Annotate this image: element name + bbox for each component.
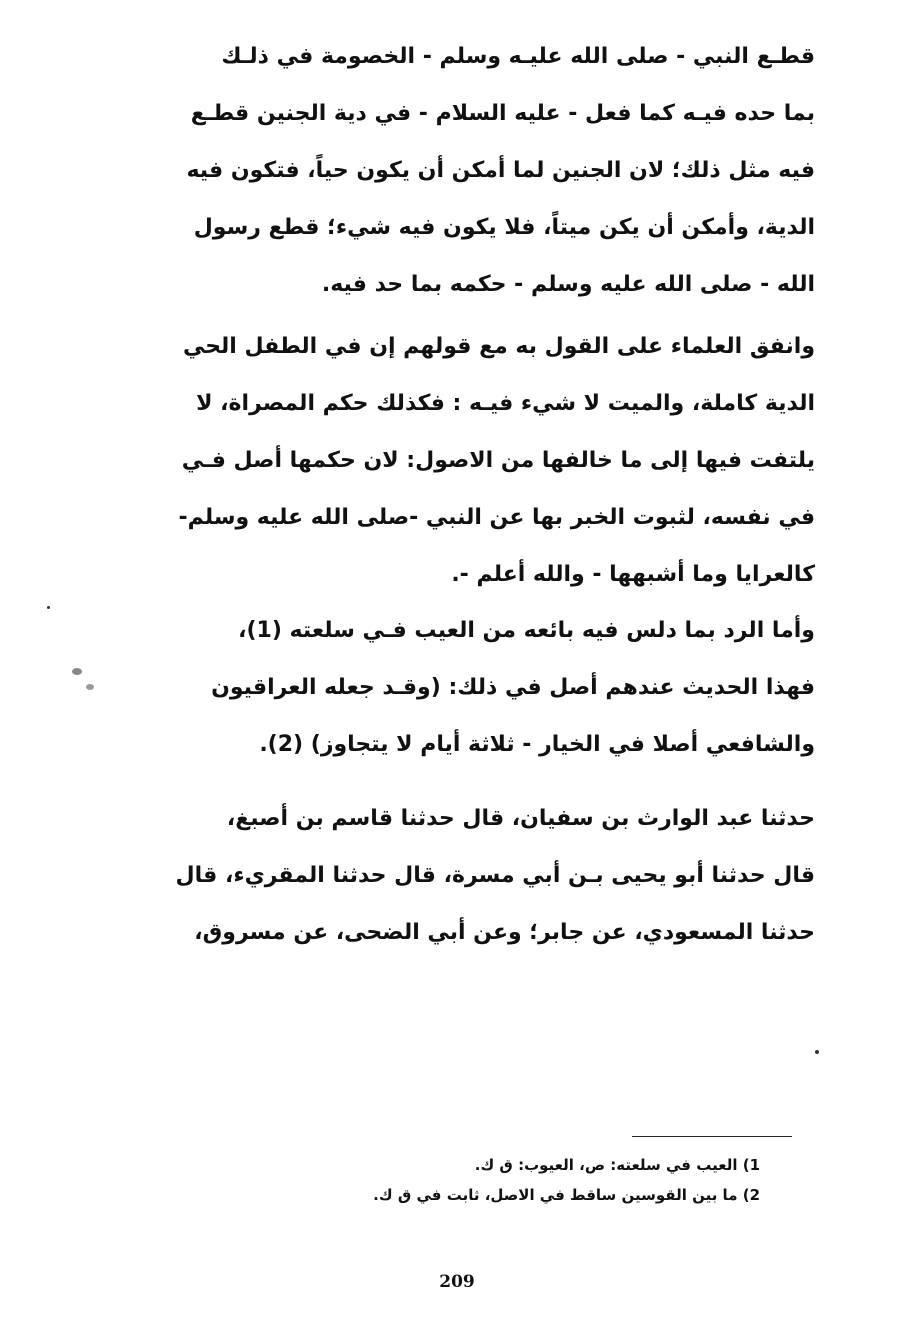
text-line: في نفسه، لثبوت الخبر بها عن النبي -صلى الله عليه وسلم- — [178, 505, 815, 530]
paragraph-2 — [165, 318, 815, 603]
text-line: قال حدثنا أبو يحيى بـن أبي مسرة، قال حدثنا المقريء، قال — [175, 863, 815, 888]
footnotes — [250, 1150, 760, 1210]
text-line: قطـع النبي - صلى الله عليـه وسلم - الخصومة في ذلـك — [221, 44, 815, 69]
text-line: حدثنا عبد الوارث بن سفيان، قال حدثنا قاسم بن أصبغ، — [226, 806, 815, 831]
scan-speck — [72, 668, 82, 675]
text-line: وأما الرد بما دلس فيه بائعه من العيب فـي سلعته (1)، — [238, 618, 815, 643]
paragraph-1 — [175, 28, 815, 313]
footnote-1: 1) العيب في سلعته: ص، العيوب: ق ك. — [474, 1156, 760, 1174]
text-line: والشافعي أصلا في الخيار - ثلاثة أيام لا يتجاوز) (2). — [259, 732, 815, 757]
text-line: وانفق العلماء على القول به مع قولهم إن في الطفل الحي — [182, 334, 815, 359]
scan-speck — [47, 606, 50, 609]
footnote-divider — [632, 1136, 792, 1137]
footnote-2: 2) ما بين القوسين ساقط في الاصل، ثابت في ق ك. — [373, 1186, 760, 1204]
page-number: 209 — [439, 1272, 475, 1292]
text-line: الدية كاملة، والميت لا شيء فيـه : فكذلك حكم المصراة، لا — [196, 391, 815, 416]
scan-speck — [815, 1050, 819, 1054]
text-line: بما حده فيـه كما فعل - عليه السلام - في دية الجنين قطـع — [190, 101, 815, 126]
text-line: كالعرايا وما أشبهها - والله أعلم -. — [451, 562, 815, 587]
text-line: فهذا الحديث عندهم أصل في ذلك: (وقـد جعله العراقيون — [211, 675, 815, 700]
text-line: يلتفت فيها إلى ما خالفها من الاصول: لان حكمها أصل فـي — [181, 448, 815, 473]
paragraph-3 — [160, 602, 815, 773]
paragraph-4 — [155, 790, 815, 961]
text-line: حدثنا المسعودي، عن جابر؛ وعن أبي الضحى، عن مسروق، — [194, 920, 815, 945]
text-line: الدية، وأمكن أن يكن ميتاً، فلا يكون فيه شيء؛ قطع رسول — [193, 215, 815, 240]
text-line: الله - صلى الله عليه وسلم - حكمه بما حد فيه. — [321, 272, 815, 297]
text-line: فيه مثل ذلك؛ لان الجنين لما أمكن أن يكون حياً، فتكون فيه — [186, 158, 815, 183]
scan-speck — [86, 684, 94, 690]
